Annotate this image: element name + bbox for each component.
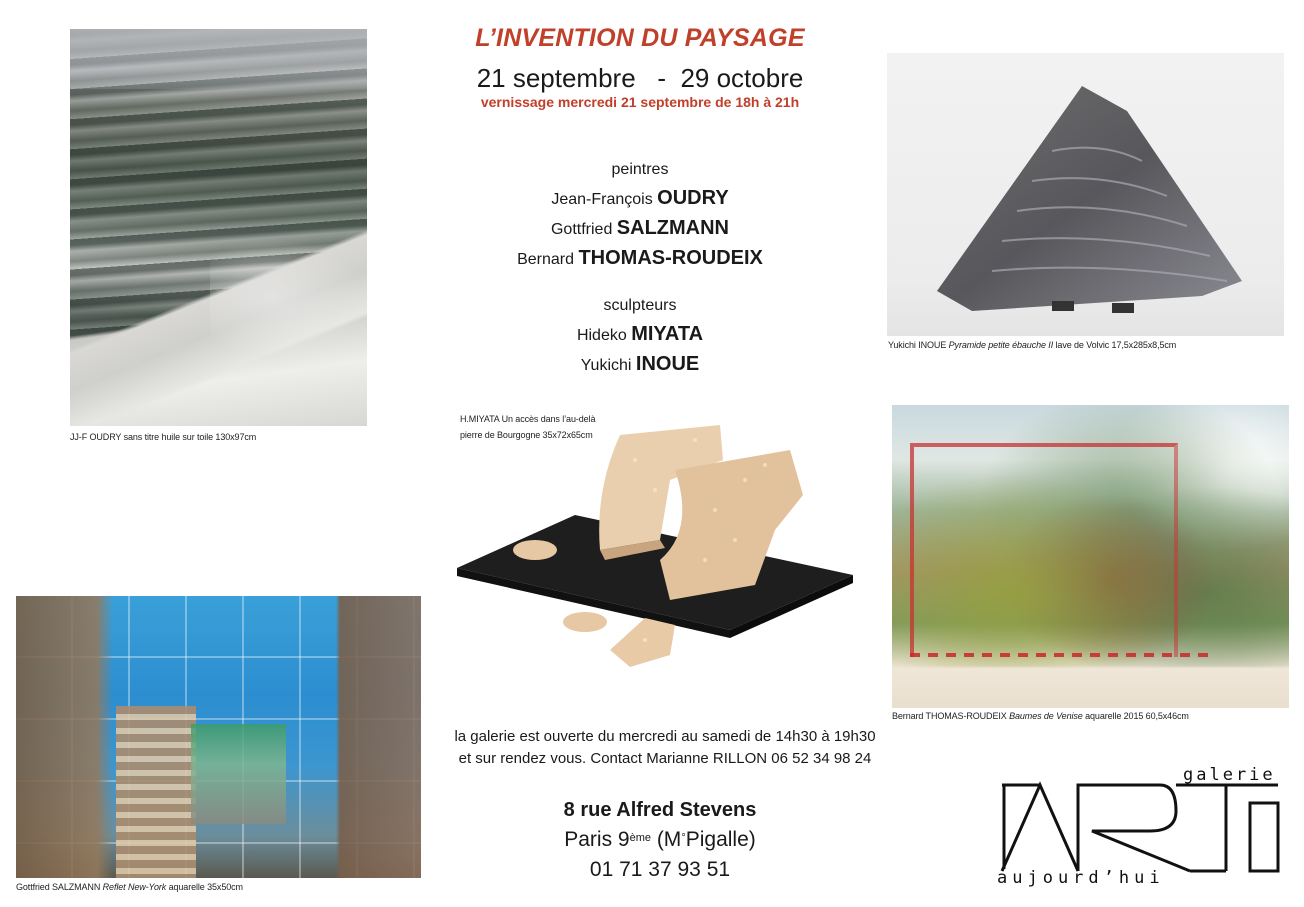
thomas-caption-details: aquarelle 2015 60,5x46cm	[1085, 711, 1189, 721]
thomas-caption-artist: Bernard THOMAS-ROUDEIX	[892, 711, 1007, 721]
sculptor-last-name: INOUE	[635, 353, 700, 375]
sculptor-miyata	[440, 320, 840, 350]
salzmann-painting-image	[16, 596, 421, 878]
miyata-caption	[460, 411, 595, 443]
building-reflection-green	[191, 724, 286, 824]
inoue-caption-details: lave de Volvic 17,5x285x8,5cm	[1055, 340, 1177, 350]
exhibition-dates: 21 septembre - 29 octobre	[476, 63, 804, 93]
exhibition-title: L’INVENTION DU PAYSAGE	[475, 24, 805, 52]
inoue-caption	[888, 340, 1176, 350]
painter-last-name: THOMAS-ROUDEIX	[578, 247, 763, 269]
lava-pyramid-shape	[932, 81, 1252, 321]
thomas-caption	[892, 711, 1189, 721]
painter-last-name: SALZMANN	[616, 217, 730, 239]
oudry-painting-image	[70, 29, 367, 426]
salzmann-caption-artist: Gottfried SALZMANN	[16, 882, 101, 892]
sculptor-first-name: Yukichi	[580, 357, 632, 374]
miyata-caption-line1: H.MIYATA Un accès dans l’au-delà	[460, 414, 596, 424]
painter-thomas-roudeix	[440, 244, 840, 274]
building-reflection-left	[116, 706, 196, 878]
sculptor-inoue	[440, 350, 840, 380]
painter-salzmann	[440, 214, 840, 244]
address-metro-prefix: (M	[650, 828, 682, 851]
opening-hours-line2: et sur rendez vous. Contact Marianne RILLON 06 52 34 98 24	[458, 750, 872, 767]
salzmann-caption-title: Reflet New-York	[102, 882, 167, 892]
thomas-caption-title: Baumes de Venise	[1009, 711, 1083, 721]
painters-heading: peintres	[611, 161, 669, 178]
logo-word-galerie: galerie	[1183, 765, 1276, 785]
thomas-roudeix-painting-image	[892, 405, 1289, 708]
miyata-sculpture-image	[455, 420, 855, 702]
painter-first-name: Bernard	[517, 251, 574, 268]
oudry-caption: JJ-F OUDRY sans titre huile sur toile 130x97cm	[70, 432, 257, 442]
sculptor-last-name: MIYATA	[631, 323, 704, 345]
painter-oudry	[440, 184, 840, 214]
salzmann-caption-details: aquarelle 35x50cm	[168, 882, 243, 892]
address-block	[460, 795, 860, 885]
address-metro-station: Pigalle)	[685, 828, 756, 851]
painter-last-name: OUDRY	[657, 187, 729, 209]
sculptors-block	[440, 291, 840, 380]
sculptors-heading: sculpteurs	[603, 297, 677, 314]
inoue-caption-title: Pyramide petite ébauche II	[948, 340, 1054, 350]
address-metro-degree: °	[681, 832, 686, 844]
painter-first-name: Jean-François	[551, 191, 653, 208]
address-arrondissement-suffix: ème	[629, 832, 651, 844]
inoue-caption-artist: Yukichi INOUE	[888, 340, 947, 350]
painter-first-name: Gottfried	[550, 221, 613, 238]
address-city-name: Paris 9	[564, 828, 630, 851]
header-block	[400, 24, 880, 110]
gallery-logo	[995, 765, 1285, 895]
opening-hours-line1: la galerie est ouverte du mercredi au samedi de 14h30 à 19h30	[454, 728, 876, 745]
miyata-caption-line2: pierre de Bourgogne 35x72x65cm	[460, 430, 593, 440]
gallery-phone: 01 71 37 93 51	[589, 858, 731, 881]
address-city	[460, 825, 860, 855]
salzmann-caption	[16, 882, 243, 892]
logo-art-mark	[1000, 781, 1282, 873]
inoue-sculpture-image	[887, 53, 1284, 336]
vernissage-info: vernissage mercredi 21 septembre de 18h à 21h	[480, 94, 800, 110]
painters-block	[440, 155, 840, 274]
sculptor-first-name: Hideko	[576, 327, 627, 344]
opening-hours-block	[425, 726, 905, 770]
address-street: 8 rue Alfred Stevens	[563, 799, 757, 821]
logo-word-aujourdhui: aujourd’hui	[997, 868, 1165, 888]
